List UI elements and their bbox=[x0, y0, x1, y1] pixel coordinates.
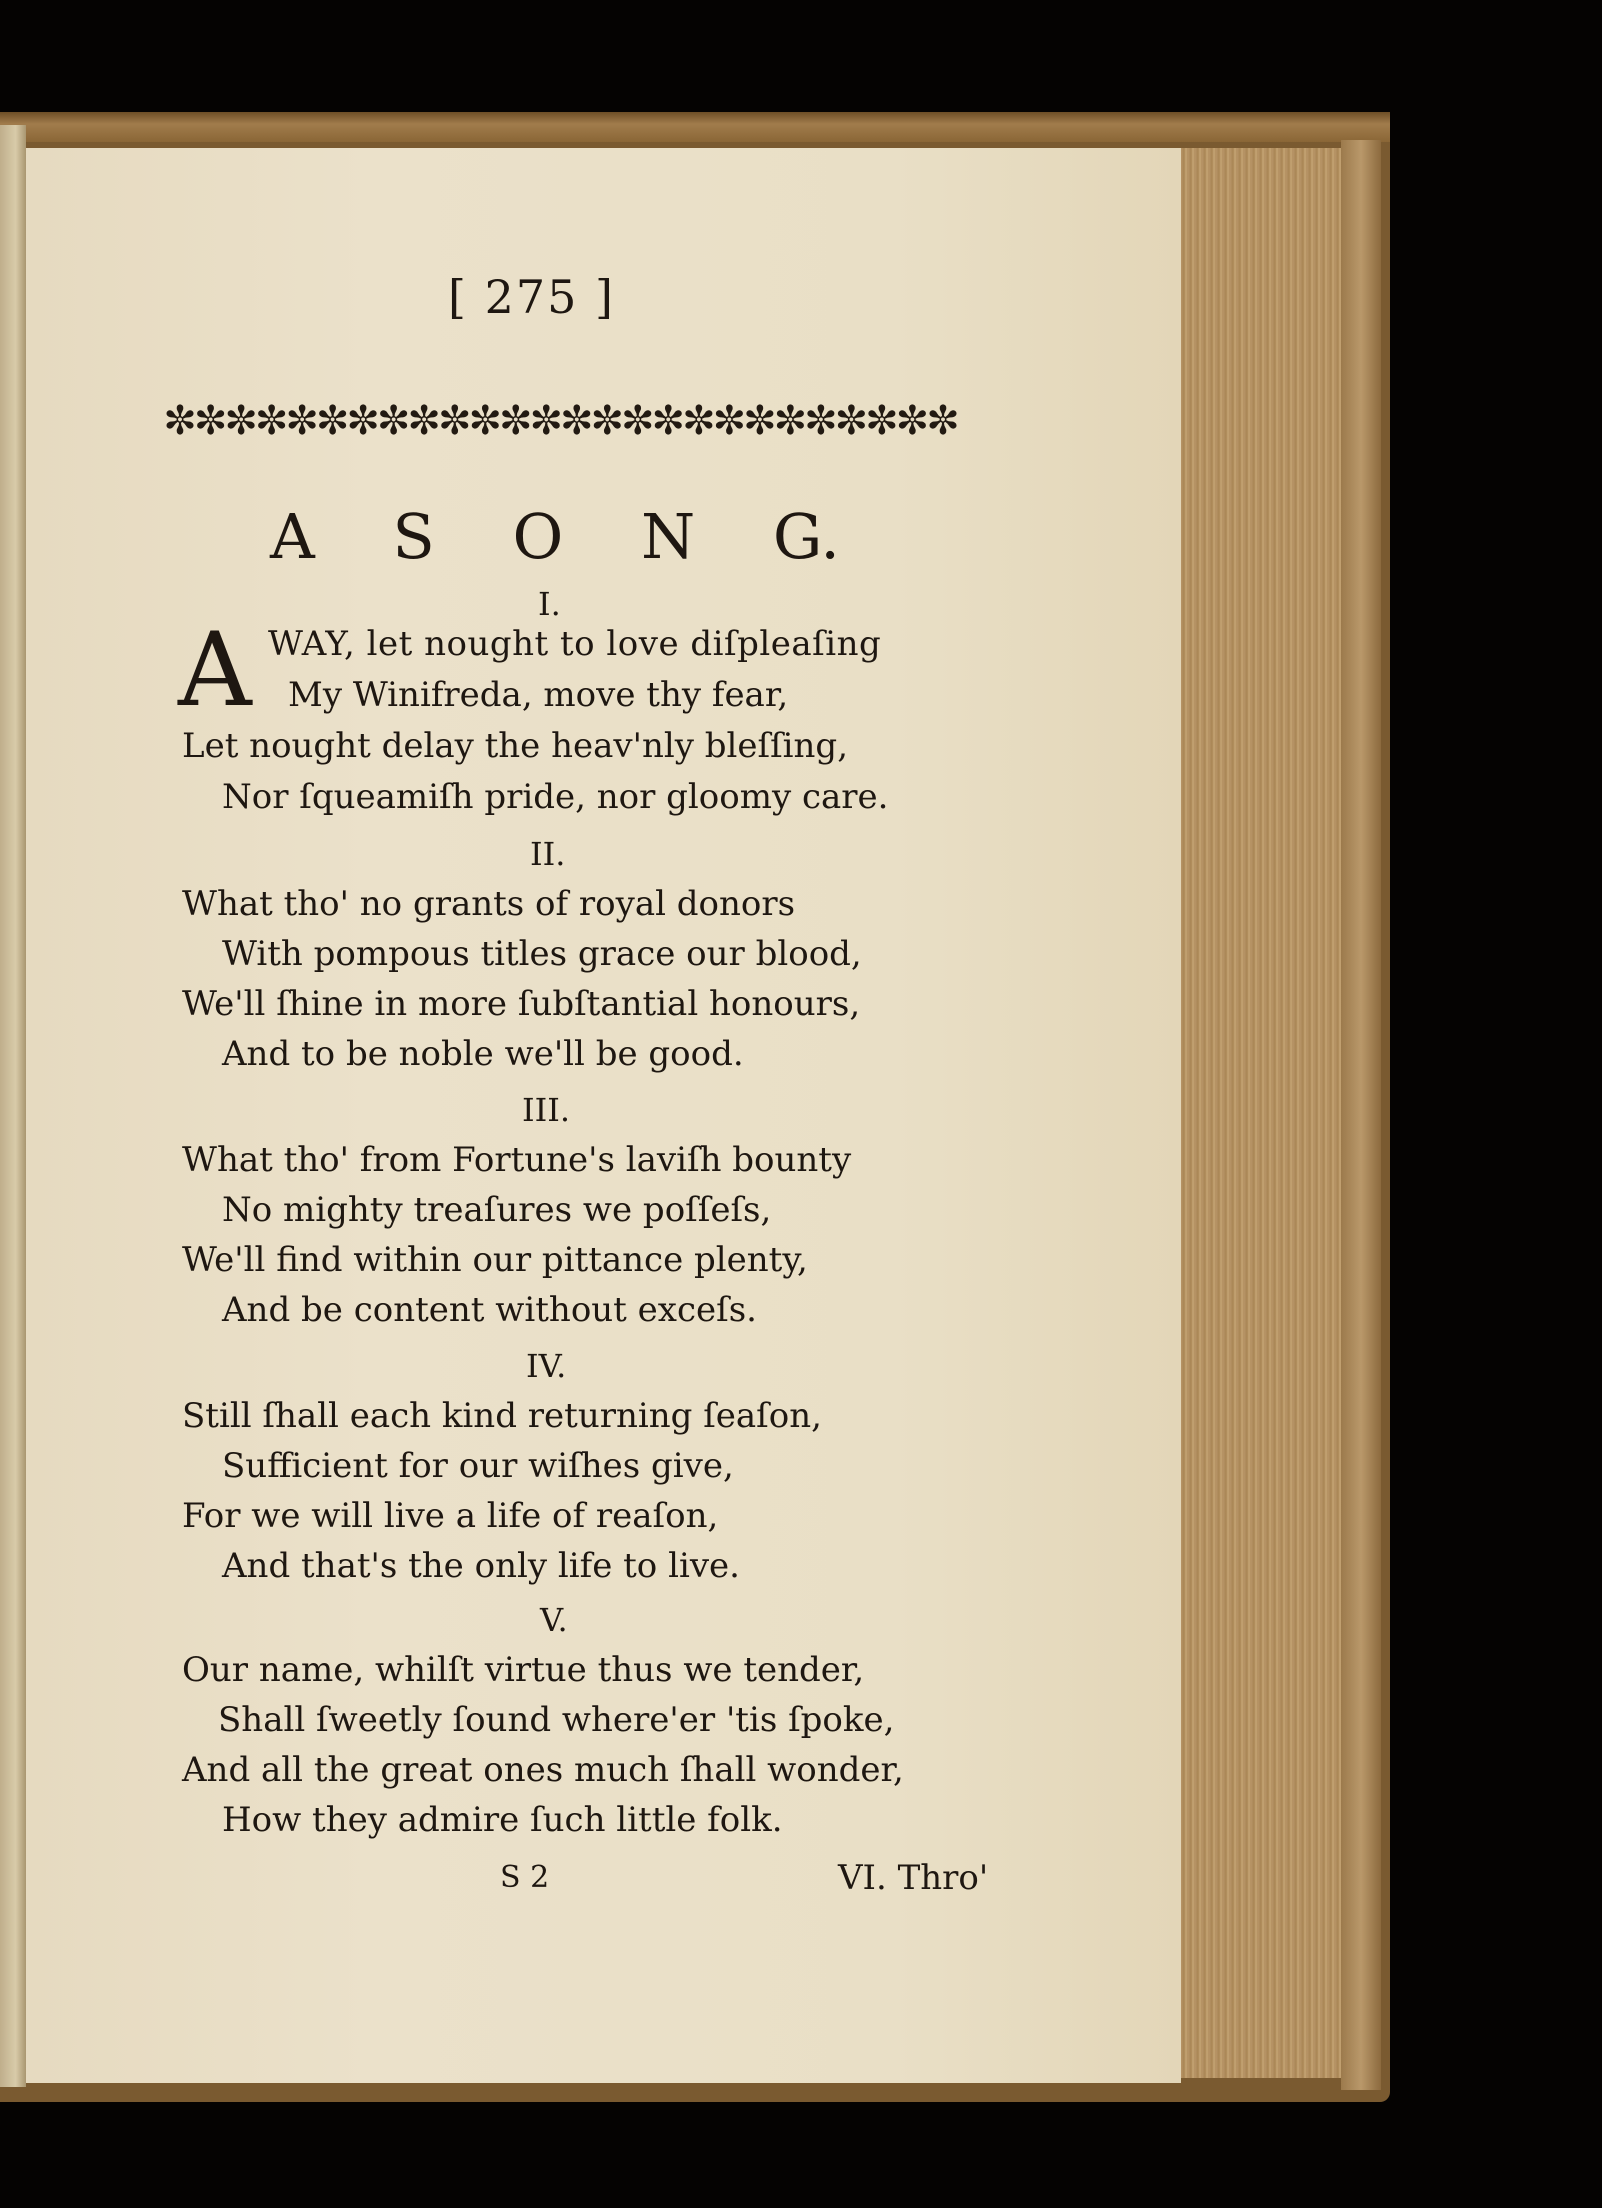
verse-line: Sufficient for our wiſhes give, bbox=[222, 1446, 734, 1486]
signature-mark: S 2 bbox=[500, 1860, 550, 1895]
title-letter: S bbox=[392, 500, 435, 573]
stanza-numeral: I. bbox=[538, 585, 561, 623]
verse-line: What tho' from Fortune's laviſh bounty bbox=[182, 1140, 852, 1180]
verse-line: WAY, let nought to love diſpleaſing bbox=[268, 624, 882, 664]
stanza-numeral: IV. bbox=[526, 1347, 567, 1385]
title-letter: G. bbox=[772, 500, 840, 573]
page-number: [ 275 ] bbox=[448, 270, 615, 324]
verse-line: Nor ſqueamiſh pride, nor gloomy care. bbox=[222, 777, 889, 817]
verse-line: No mighty treaſures we poſſeſs, bbox=[222, 1190, 772, 1230]
stanza-numeral: V. bbox=[540, 1601, 568, 1639]
verse-line: We'll find within our pittance plenty, bbox=[182, 1240, 808, 1280]
ornamental-border: ✼✼✼✼✼✼✼✼✼✼✼✼✼✼✼✼✼✼✼✼✼✼✼✼✼✼ bbox=[163, 398, 957, 444]
verse-line: Still ſhall each kind returning ſeaſon, bbox=[182, 1396, 822, 1436]
verse-line: Let nought delay the heav'nly bleſſing, bbox=[182, 726, 849, 766]
title-letter: O bbox=[512, 500, 564, 573]
stanza-numeral: II. bbox=[530, 835, 566, 873]
verse-line: My Winifreda, move thy fear, bbox=[288, 675, 789, 715]
title-letter: A bbox=[270, 500, 315, 573]
verse-line: Shall ſweetly ſound where'er 'tis ſpoke, bbox=[218, 1700, 895, 1740]
verse-line: We'll ſhine in more ſubſtantial honours, bbox=[182, 984, 861, 1024]
verse-line: What tho' no grants of royal donors bbox=[182, 884, 796, 924]
verse-line: For we will live a life of reaſon, bbox=[182, 1496, 719, 1536]
verse-line: How they admire ſuch little folk. bbox=[222, 1800, 783, 1840]
drop-cap: A bbox=[178, 611, 252, 730]
title-letter: N bbox=[641, 500, 696, 573]
verse-line: And be content without exceſs. bbox=[222, 1290, 757, 1330]
verse-line: With pompous titles grace our blood, bbox=[222, 934, 862, 974]
song-title bbox=[270, 500, 840, 573]
verse-line: And to be noble we'll be good. bbox=[222, 1034, 744, 1074]
stanza-numeral: III. bbox=[522, 1091, 571, 1129]
catchword: VI. Thro' bbox=[838, 1858, 989, 1898]
verse-line: And all the great ones much ſhall wonder, bbox=[182, 1750, 904, 1790]
verse-line: And that's the only life to live. bbox=[222, 1546, 740, 1586]
verse-line: Our name, whilſt virtue thus we tender, bbox=[182, 1650, 865, 1690]
